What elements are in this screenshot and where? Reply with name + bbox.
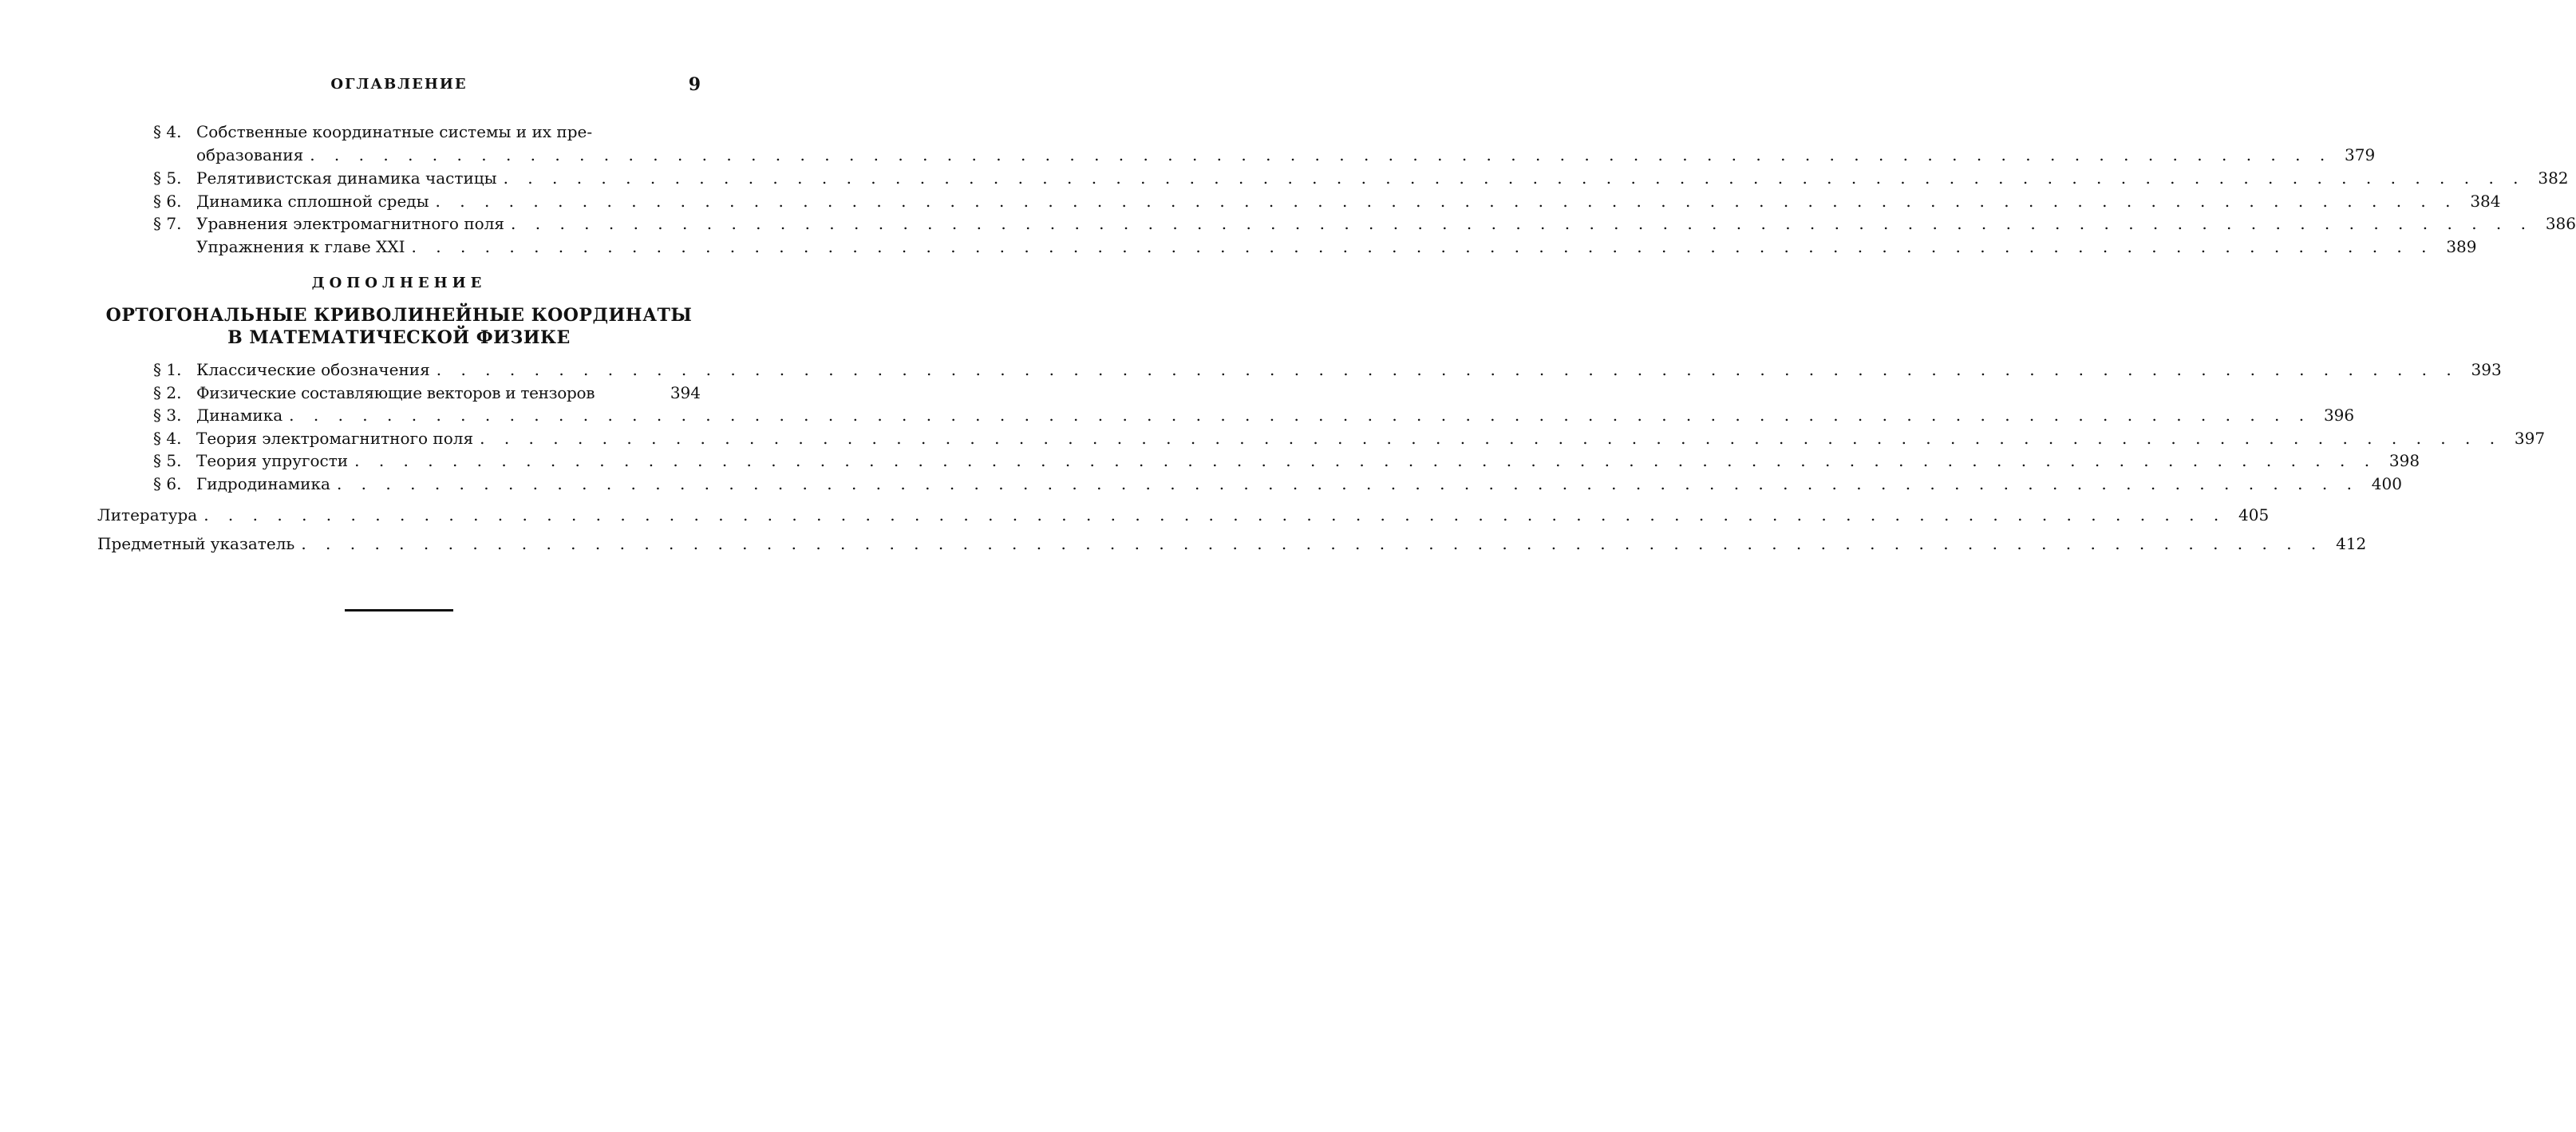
dot-leader: . . . . . . . . . . . . . . . . . . . . . . . . . . . . . . . . . . . . . . . . . . . . . . . . . . . . . . . . . . . . . . . . . . . . . . . . . . . . . . . . . . . (354, 451, 2377, 470)
toc-entry-number: § 7. (153, 214, 182, 233)
dot-leader: . . . . . . . . . . . . . . . . . . . . . . . . . . . . . . . . . . . . . . . . . . . . . . . . . . . . . . . . . . . . . . . . . . . . . . . . . . . . . . . . . . . (336, 474, 2359, 493)
toc-entry-page: 379 (2345, 145, 2376, 164)
toc-entry-title: Физические составляющие векторов и тензоров (196, 383, 595, 402)
page-number: 9 (688, 74, 701, 95)
toc-entry[interactable] (153, 122, 701, 144)
toc-entry-title: Динамика сплошной среды (196, 192, 429, 211)
toc-entry-title: Классические обозначения (196, 360, 430, 379)
dot-leader: . . . . . . . . . . . . . . . . . . . . . . . . . . . . . . . . . . . . . . . . . . . . . . . . . . . . . . . . . . . . . . . . . . . . . . . . . . . . . . . . . . . (435, 192, 2458, 211)
appendix-heading-line-2: В МАТЕМАТИЧЕСКОЙ ФИЗИКЕ (227, 327, 571, 348)
toc-entry-page: 394 (670, 383, 701, 402)
toc-entry[interactable] (153, 360, 2502, 382)
dot-leader: . . . . . . . . . . . . . . . . . . . . . . . . . . . . . . . . . . . . . . . . . . . . . . . . . . . . . . . . . . . . . . . . . . . . . . . . . . . . . . . . . . . (310, 145, 2333, 164)
toc-entry-number: § 4. (153, 122, 182, 141)
running-title: ОГЛАВЛЕНИЕ (330, 76, 468, 93)
dot-leader: . . . . . . . . . . . . . . . . . . . . . . . . . . . . . . . . . . . . . . . . . . . . . . . . . . . . . . . . . . . . . . . . . . . . . . . . . . . . . . . . . . . (289, 406, 2312, 425)
toc-entry-title: Теория электромагнитного поля (196, 429, 474, 448)
toc-entry[interactable] (153, 168, 2569, 191)
toc-entry-page: 405 (2238, 505, 2270, 524)
toc-entry[interactable] (153, 192, 2501, 214)
toc-entry-title: Собственные координатные системы и их пре- (196, 122, 593, 141)
appendix-label: ДОПОЛНЕНИЕ (311, 275, 487, 291)
toc-entry-page: 412 (2336, 534, 2367, 553)
toc-entry-page: 389 (2446, 237, 2477, 256)
toc-entry-number: § 3. (153, 406, 182, 425)
toc-entry-page: 398 (2388, 451, 2420, 470)
dot-leader: . . . . . . . . . . . . . . . . . . . . . . . . . . . . . . . . . . . . . . . . . . . . . . . . . . . . . . . . . . . . . . . . . . . . . . . . . . . . . . . . . . . (301, 534, 2324, 553)
toc-entry-number: § 4. (153, 429, 182, 448)
running-head (0, 76, 798, 97)
dot-leader: . . . . . . . . . . . . . . . . . . . . . . . . . . . . . . . . . . . . . . . . . . . . . . . . . . . . . . . . . . . . . . . . . . . . . . . . . . . . . . . . . . . (203, 505, 2226, 524)
toc-entry-page: 384 (2470, 192, 2501, 211)
toc-entry[interactable] (153, 429, 2546, 451)
toc-entry-page: 397 (2514, 429, 2546, 448)
toc-entry[interactable] (153, 214, 2576, 236)
toc-entry[interactable] (153, 383, 701, 406)
closing-rule (345, 609, 453, 612)
toc-entry-title: Динамика (196, 406, 283, 425)
toc-entry-bibliography[interactable] (97, 505, 2270, 528)
toc-entry-page: 386 (2545, 214, 2576, 233)
toc-entry[interactable] (153, 406, 2355, 428)
toc-entry-page: 393 (2471, 360, 2502, 379)
toc-entry-title: Гидродинамика (196, 474, 330, 493)
toc-entry-title: Литература (97, 505, 198, 524)
toc-entry-number: § 1. (153, 360, 182, 379)
dot-leader: . . . . . . . . . . . . . . . . . . . . . . . . . . . . . . . . . . . . . . . . . . . . . . . . . . . . . . . . . . . . . . . . . . . . . . . . . . . . . . . . . . . (436, 360, 2459, 379)
dot-leader: . . . . . . . . . . . . . . . . . . . . . . . . . . . . . . . . . . . . . . . . . . . . . . . . . . . . . . . . . . . . . . . . . . . . . . . . . . . . . . . . . . . (411, 237, 2434, 256)
toc-entry-number: § 5. (153, 451, 182, 470)
toc-entry-title: Уравнения электромагнитного поля (196, 214, 505, 233)
toc-entry-title: образования (196, 145, 304, 164)
toc-entry[interactable] (153, 451, 2420, 473)
dot-leader: . . . . . . . . . . . . . . . . . . . . . . . . . . . . . . . . . . . . . . . . . . . . . . . . . . . . . . . . . . . . . . . . . . . . . . . . . . . . . . . . . . . (511, 214, 2533, 233)
toc-entry-subject-index[interactable] (97, 534, 2367, 556)
dot-leader: . . . . . . . . . . . . . . . . . . . . . . . . . . . . . . . . . . . . . . . . . . . . . . . . . . . . . . . . . . . . . . . . . . . . . . . . . . . . . . . . . . . (503, 168, 2526, 188)
toc-entry[interactable] (196, 237, 2477, 259)
toc-entry-number: § 2. (153, 383, 182, 402)
toc-entry-page: 396 (2323, 406, 2355, 425)
toc-entry-title: Релятивистская динамика частицы (196, 168, 497, 188)
toc-entry-continuation[interactable] (196, 145, 2376, 168)
toc-entry-number: § 6. (153, 474, 182, 493)
toc-entry-page: 400 (2371, 474, 2402, 493)
appendix-heading-line-1: ОРТОГОНАЛЬНЫЕ КРИВОЛИНЕЙНЫЕ КООРДИНАТЫ (105, 305, 693, 326)
toc-entry-title: Теория упругости (196, 451, 349, 470)
toc-entry-number: § 5. (153, 168, 182, 188)
toc-entry[interactable] (153, 474, 2402, 497)
toc-entry-title: Предметный указатель (97, 534, 295, 553)
toc-entry-title: Упражнения к главе XXI (196, 237, 405, 256)
toc-entry-page: 382 (2538, 168, 2569, 188)
dot-leader: . . . . . . . . . . . . . . . . . . . . . . . . . . . . . . . . . . . . . . . . . . . . . . . . . . . . . . . . . . . . . . . . . . . . . . . . . . . . . . . . . . . (480, 429, 2503, 448)
toc-entry-number: § 6. (153, 192, 182, 211)
